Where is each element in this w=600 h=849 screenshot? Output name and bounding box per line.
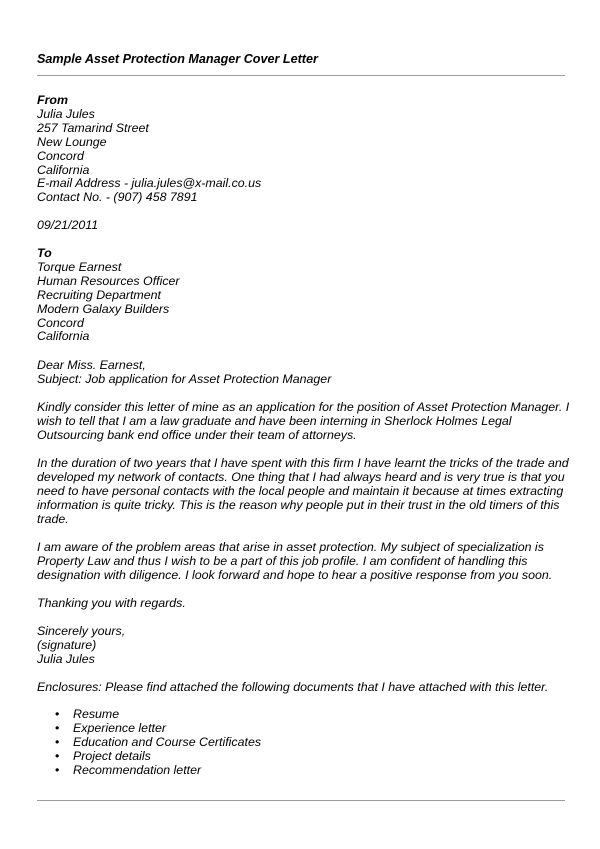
paragraph-line: need to have personal contacts with the local people and maintain it because at times extracting (37, 483, 564, 498)
list-item (37, 764, 261, 778)
recipient-name: Torque Earnest (37, 259, 122, 274)
recipient-state: California (37, 329, 90, 344)
body-paragraph (37, 457, 567, 527)
signature-placeholder: (signature) (37, 637, 97, 652)
paragraph-line: In the duration of two years that I have spent with this firm I have learnt the tricks of the trade and (37, 456, 569, 470)
list-item (37, 750, 261, 764)
sender-city: Concord (37, 148, 84, 163)
recipient-heading: To (37, 246, 52, 260)
list-item-label: Resume (73, 707, 120, 721)
body-paragraph (37, 541, 567, 583)
recipient-city: Concord (37, 315, 84, 330)
list-item-label: Recommendation letter (73, 762, 202, 777)
valediction: Sincerely yours, (37, 624, 126, 638)
paragraph-line: information is quite tricky. This is the reason why people put in their trust in the old timers of this (37, 497, 560, 512)
paragraph-line: developed my network of contacts. One thing that I had always heard and is very true is that you (37, 469, 565, 484)
letter-date: 09/21/2011 (37, 218, 99, 232)
list-item-label: Education and Course Certificates (73, 734, 262, 749)
bullet-icon: • (55, 720, 60, 735)
enclosures-list (37, 708, 261, 777)
recipient-title: Human Resources Officer (37, 273, 180, 288)
paragraph-line: Kindly consider this letter of mine as an application for the position of Asset Protection Manager. I (37, 400, 570, 414)
sender-street: 257 Tamarind Street (37, 120, 149, 135)
sender-locality: New Lounge (37, 134, 107, 149)
closing-block (37, 625, 567, 667)
list-item (37, 708, 261, 722)
salutation: Dear Miss. Earnest, (37, 358, 146, 372)
sender-email: E-mail Address - julia.jules@x-mail.co.us (37, 176, 262, 191)
sender-phone: Contact No. - (907) 458 7891 (37, 190, 198, 205)
sender-block (37, 94, 567, 205)
paragraph-line: I am aware of the problem areas that arise in asset protection. My subject of specialization is (37, 540, 544, 554)
sender-heading: From (37, 93, 68, 107)
paragraph-line: trade. (37, 511, 69, 526)
top-divider (37, 75, 565, 76)
list-item (37, 736, 261, 750)
bullet-icon: • (55, 762, 60, 777)
subject-line: Subject: Job application for Asset Protection Manager (37, 371, 332, 386)
bullet-icon: • (55, 748, 60, 763)
paragraph-line: Outsourcing bank end office under their team of attorneys. (37, 427, 357, 442)
thanks-line: Thanking you with regards. (37, 596, 186, 610)
paragraph-line: wish to tell that I am a law graduate and have been interning in Sherlock Holmes Legal (37, 413, 512, 428)
recipient-block (37, 247, 567, 344)
greeting-block (37, 359, 567, 387)
document-title: Sample Asset Protection Manager Cover Letter (37, 52, 318, 66)
recipient-department: Recruiting Department (37, 287, 161, 302)
list-item-label: Project details (73, 748, 151, 763)
signer-name: Julia Jules (37, 651, 95, 666)
recipient-company: Modern Galaxy Builders (37, 301, 170, 316)
list-item (37, 722, 261, 736)
paragraph-line: Property Law and thus I wish to be a part of this job profile. I am confident of handling this (37, 553, 528, 568)
body-paragraph (37, 400, 570, 443)
enclosures-intro: Enclosures: Please find attached the following documents that I have attached with this letter. (37, 680, 549, 694)
bullet-icon: • (55, 734, 60, 749)
sender-state: California (37, 162, 90, 177)
paragraph-line: designation with diligence. I look forward and hope to hear a positive response from you soon. (37, 567, 553, 582)
bullet-icon: • (55, 707, 60, 721)
bottom-divider (37, 800, 565, 801)
sender-name: Julia Jules (37, 106, 95, 121)
list-item-label: Experience letter (73, 720, 166, 735)
